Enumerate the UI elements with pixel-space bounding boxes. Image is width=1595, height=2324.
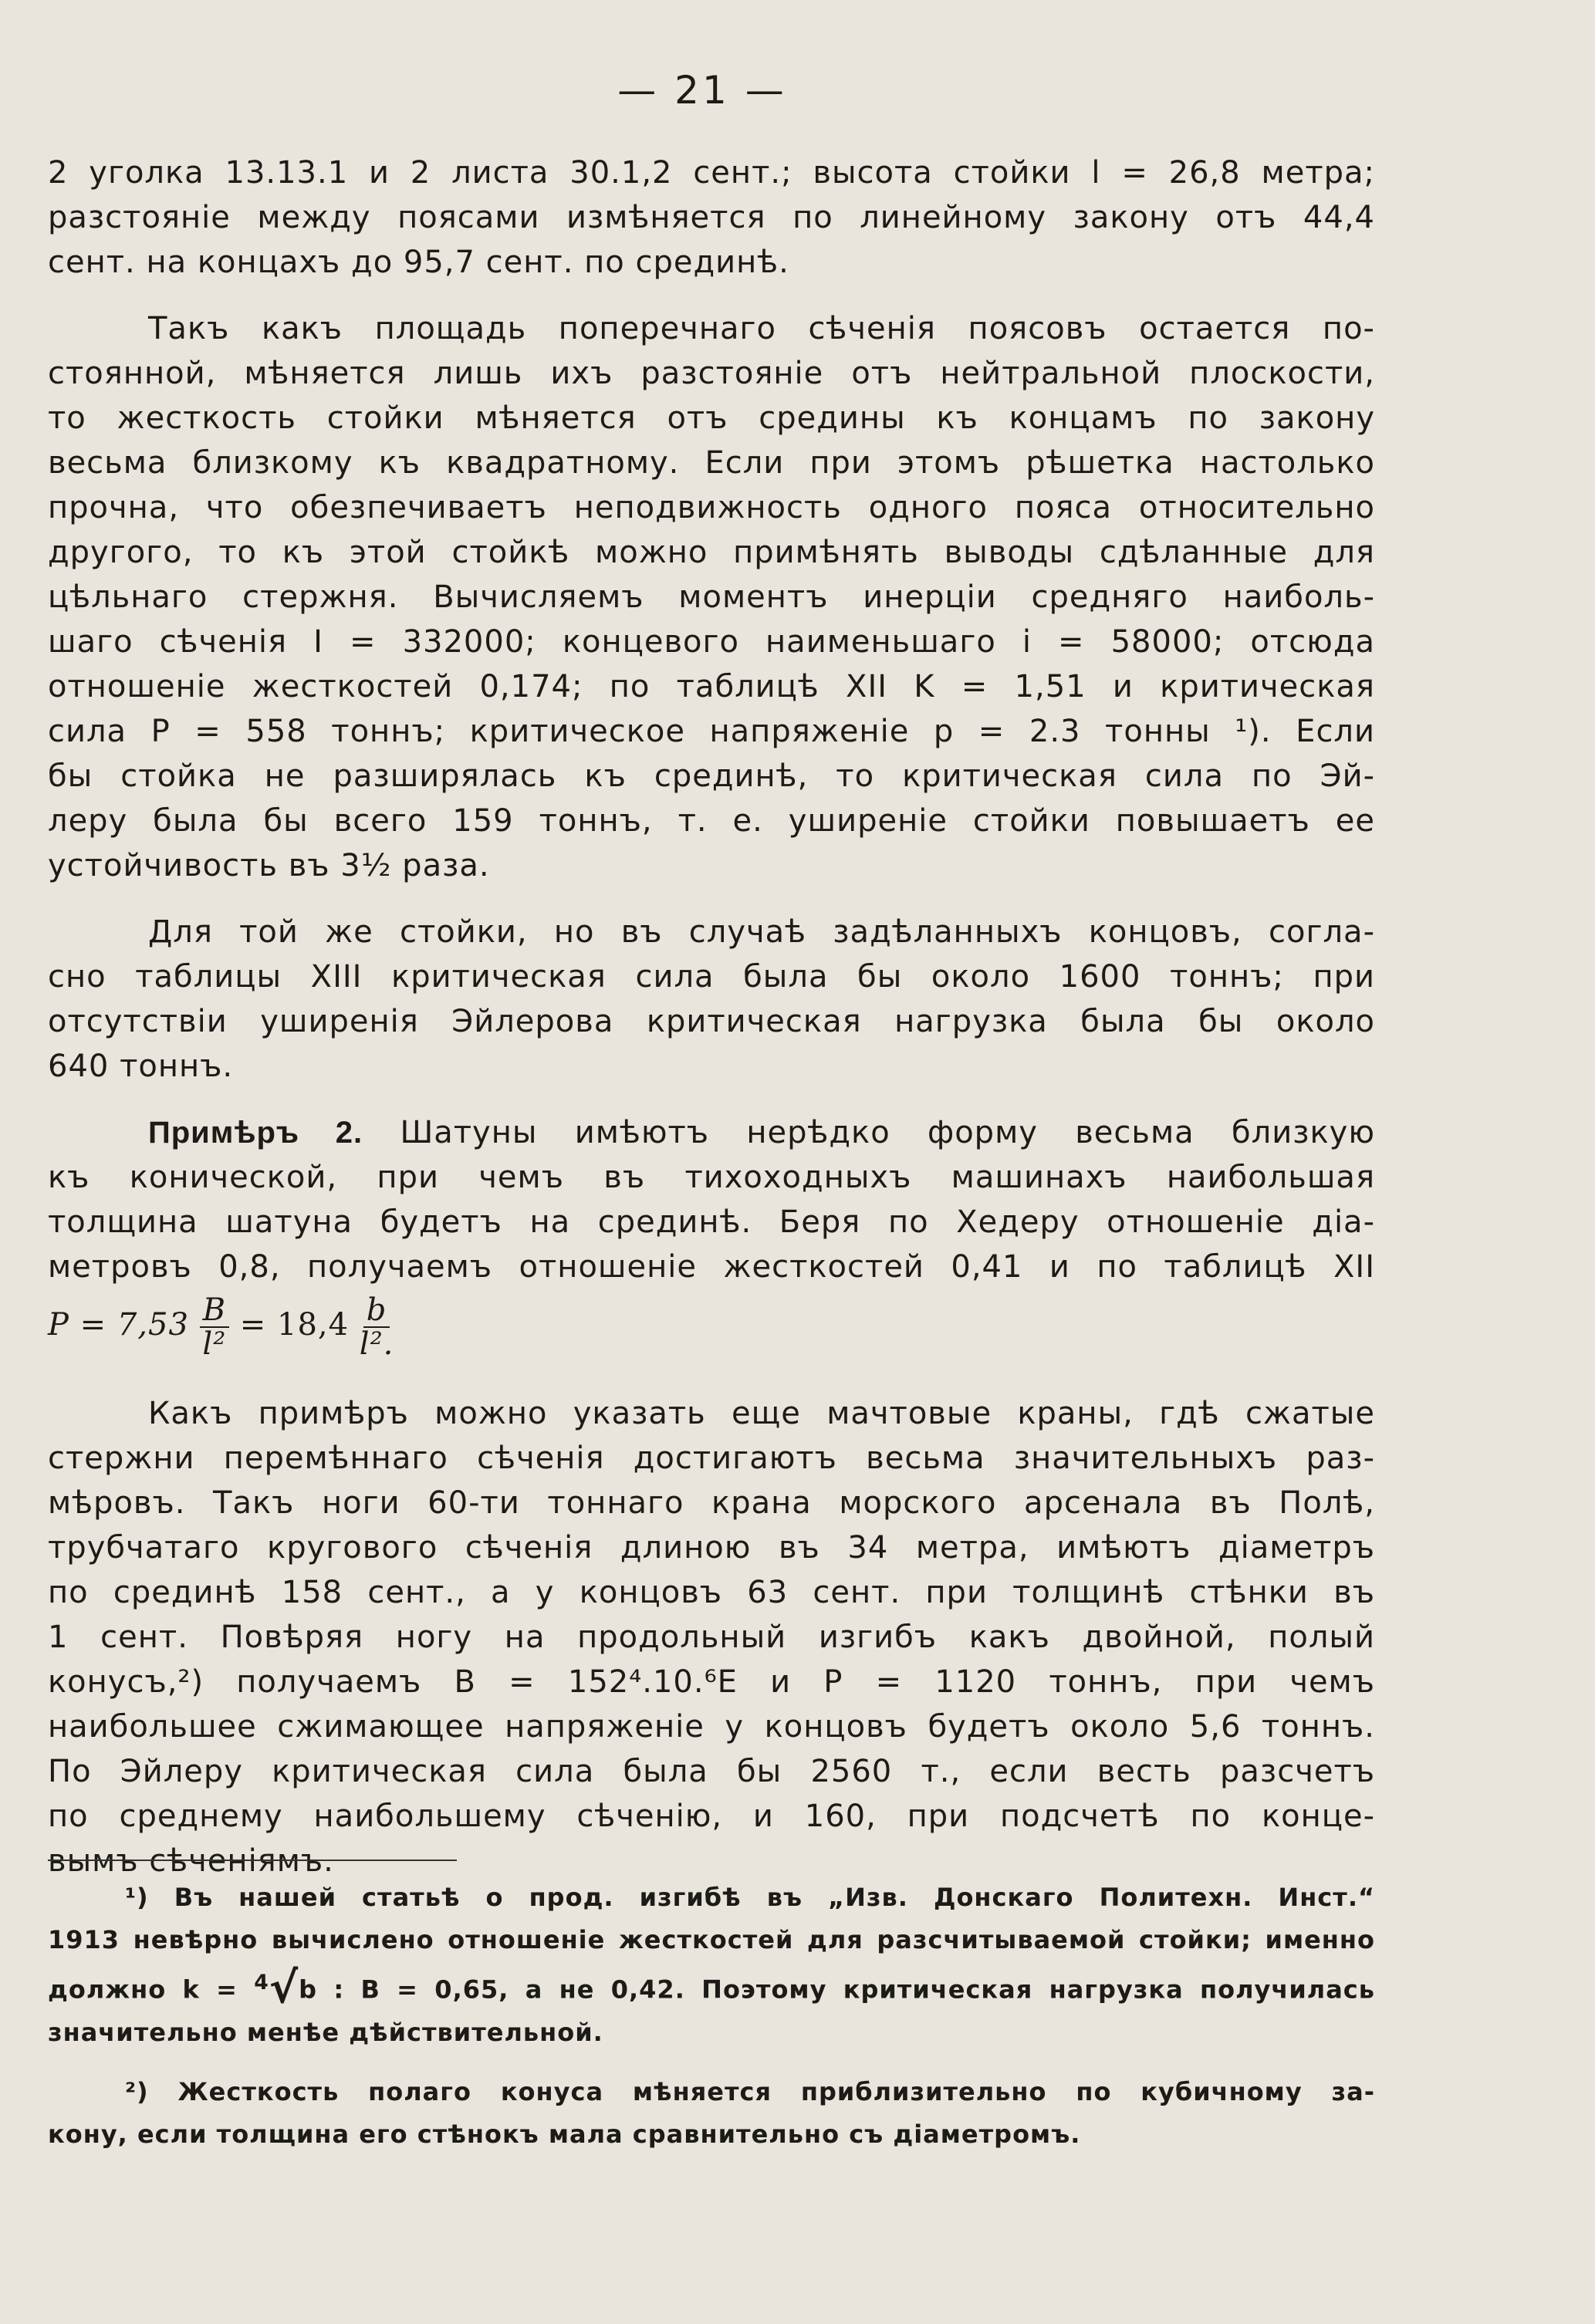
fraction-denominator: l² (202, 1326, 227, 1362)
text-line: отсутствiи уширенiя Эйлерова критическая нагрузка была бы около (48, 1004, 1375, 1039)
text-line: 1 сент. Повѣряя ногу на продольный изгибъ какъ двойной, полый (48, 1620, 1375, 1655)
formula-lhs: P = 7,53 (48, 1307, 189, 1343)
footnote-line: ²) Жесткость полаго конуса мѣняется приблизительно по кубичному за- (125, 2076, 1375, 2106)
text-line: 640 тоннъ. (48, 1049, 234, 1084)
text-line: къ конической, при чемъ въ тихоходныхъ машинахъ наибольшая (48, 1160, 1375, 1195)
text-line: толщина шатуна будетъ на срединѣ. Беря по Хедеру отношенiе дiа- (48, 1204, 1375, 1240)
formula (48, 1294, 1375, 1360)
paragraph-3 (48, 910, 1375, 1089)
text-fragment: Шатуны имѣютъ нерѣдко форму весьма близкую (363, 1115, 1375, 1150)
fraction-denominator: l². (359, 1326, 394, 1362)
text-line: метровъ 0,8, получаемъ отношенiе жесткостей 0,41 и по таблицѣ XII (48, 1249, 1375, 1285)
text-line: конусъ,²) получаемъ B = 152⁴.10.⁶E и P = 1120 тоннъ, при чемъ (48, 1664, 1375, 1700)
text-line: Для той же стойки, но въ случаѣ задѣланныхъ концовъ, согла- (148, 914, 1375, 950)
footnote-divider (48, 1860, 457, 1861)
text-line: другого, то къ этой стойкѣ можно примѣнять выводы сдѣланные для (48, 535, 1375, 570)
fraction-numerator: b (363, 1294, 390, 1328)
text-line: стержни перемѣннаго сѣченiя достигаютъ весьма значительныхъ раз- (48, 1441, 1375, 1476)
text-fragment: b : B = 0,65, а не 0,42. Поэтому критическая нагрузка получилась (299, 1974, 1376, 2005)
fraction-1 (200, 1294, 229, 1360)
footnote-1 (48, 1876, 1375, 2054)
text-line: леру была бы всего 159 тоннъ, т. е. уширенiе стойки повышаетъ ее (48, 803, 1375, 839)
paragraph-example-2 (48, 1110, 1375, 1289)
text-line: по срединѣ 158 сент., а у концовъ 63 сент. при толщинѣ стѣнки въ (48, 1575, 1375, 1610)
text-line: бы стойка не разширялась къ срединѣ, то критическая сила по Эй- (48, 758, 1375, 794)
example-heading: Примѣръ 2. (148, 1116, 363, 1150)
footnote-line: значительно менѣе дѣйствительной. (48, 2017, 603, 2047)
fraction-2 (360, 1294, 394, 1360)
footnote-line: кону, если толщина его стѣнокъ мала сравнительно съ дiаметромъ. (48, 2119, 1081, 2149)
page-number: — 21 — (617, 68, 787, 113)
text-line: шаго сѣченiя I = 332000; концевого наименьшаго i = 58000; отсюда (48, 624, 1375, 660)
text-line: Какъ примѣръ можно указать еще мачтовые краны, гдѣ сжатые (148, 1396, 1375, 1431)
text-line: прочна, что обезпечиваетъ неподвижность одного пояса относительно (48, 490, 1375, 525)
root-index: 4 (254, 1971, 269, 1995)
text-line: наибольшее сжимающее напряженiе у концовъ будетъ около 5,6 тоннъ. (48, 1709, 1375, 1745)
footnotes (48, 1876, 1375, 2173)
footnote-2 (48, 2071, 1375, 2156)
text-line: сила P = 558 тоннъ; критическое напряженiе p = 2.3 тонны ¹). Если (48, 714, 1375, 749)
text-line: весьма близкому къ квадратному. Если при этомъ рѣшетка настолько (48, 445, 1375, 481)
text-line: стоянной, мѣняется лишь ихъ разстоянiе отъ нейтральной плоскости, (48, 356, 1375, 391)
text-line: сно таблицы XIII критическая сила была бы около 1600 тоннъ; при (48, 959, 1375, 995)
paragraph-5 (48, 1391, 1375, 1883)
text-line: по среднему наибольшему сѣченiю, и 160, при подсчетѣ по конце- (48, 1799, 1375, 1834)
text-line: отношенiе жесткостей 0,174; по таблицѣ XII K = 1,51 и критическая (48, 669, 1375, 704)
formula-mid: = 18,4 (239, 1307, 350, 1343)
text-line: 2 уголка 13.13.1 и 2 листа 30.1,2 сент.; высота стойки l = 26,8 метра; (48, 155, 1375, 191)
fraction-numerator: B (200, 1294, 229, 1328)
text-line: разстоянiе между поясами измѣняется по линейному закону отъ 44,4 (48, 200, 1375, 235)
radical-sign: √ (269, 1963, 299, 2014)
main-text (48, 150, 1375, 1905)
text-line: Такъ какъ площадь поперечнаго сѣченiя поясовъ остается по- (148, 311, 1375, 346)
text-line: цѣльнаго стержня. Вычисляемъ моментъ инерцiи средняго наиболь- (48, 579, 1375, 615)
text-line: сент. на концахъ до 95,7 сент. по срединѣ. (48, 245, 789, 280)
text-line: По Эйлеру критическая сила была бы 2560 т., если весть разсчетъ (48, 1754, 1375, 1789)
footnote-line (48, 1961, 1375, 2012)
text-line: устойчивость въ 3½ раза. (48, 848, 490, 883)
paragraph-1 (48, 150, 1375, 285)
text-line: мѣровъ. Такъ ноги 60-ти тоннаго крана морского арсенала въ Полѣ, (48, 1485, 1375, 1521)
text-line: вымъ сѣченiямъ. (48, 1843, 334, 1879)
text-line: то жесткость стойки мѣняется отъ средины къ концамъ по закону (48, 400, 1375, 436)
paragraph-2 (48, 306, 1375, 888)
text-line (48, 1110, 1375, 1155)
text-fragment: должно k = (48, 1974, 255, 2005)
footnote-line: 1913 невѣрно вычислено отношенiе жесткостей для разсчитываемой стойки; именно (48, 1925, 1375, 1954)
text-line: трубчатаго кругового сѣченiя длиною въ 34 метра, имѣютъ дiаметръ (48, 1530, 1375, 1566)
footnote-line: ¹) Въ нашей статьѣ о прод. изгибѣ въ „Изв. Донскаго Политехн. Инст.“ (125, 1883, 1375, 1912)
